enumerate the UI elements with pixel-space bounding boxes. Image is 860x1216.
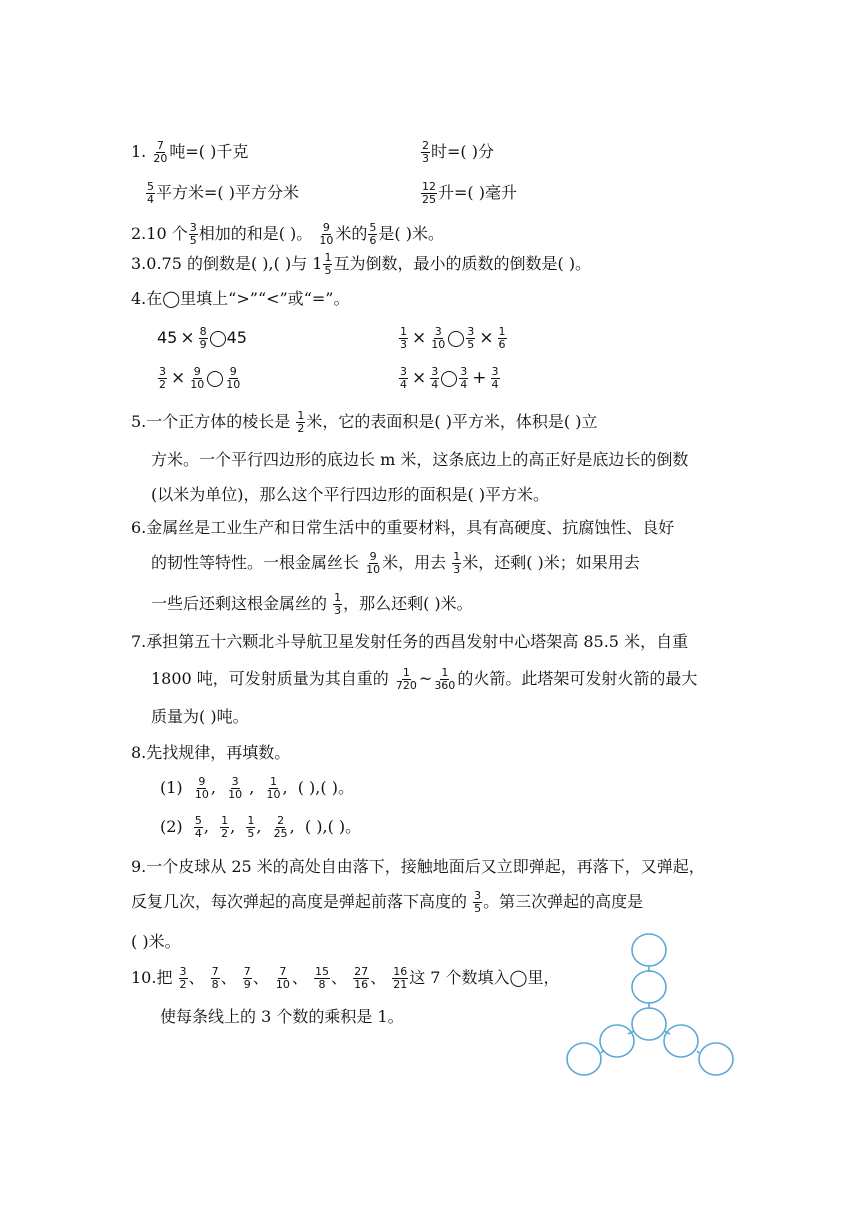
circle-diagram	[565, 930, 737, 1078]
fraction: $\frac{5}{4}$	[147, 180, 154, 206]
connector-line	[697, 1051, 699, 1053]
q1-line1-left	[131, 140, 248, 165]
fraction: $\frac{3}{10}$	[228, 775, 243, 801]
q9-line3: ( )米。	[131, 932, 181, 951]
compare-circle[interactable]	[207, 371, 223, 387]
blank-circle-left-inner[interactable]	[600, 1025, 634, 1057]
fraction: $\frac{3}{2}$	[179, 965, 187, 991]
fraction: $\frac{1}{3}$	[400, 325, 407, 351]
fraction: $\frac{2}{25}$	[273, 814, 288, 840]
fraction: $\frac{9}{10}$	[190, 365, 205, 391]
q7-line2: 1800 吨，可发射质量为其自重的 $\frac{1}{720}$ ~ $\frac{1}{360}$ 的火箭。此塔架可发射火箭的最大	[151, 666, 698, 692]
q4-expr-a: 45 × $\frac{8}{9}$ 45	[157, 325, 247, 351]
fraction: $\frac{1}{5}$	[247, 814, 255, 840]
fraction: $\frac{1}{3}$	[453, 550, 461, 576]
blank-circle-right-inner[interactable]	[664, 1025, 698, 1057]
fraction: $\frac{1}{360}$	[434, 666, 456, 692]
q8-title: 8.先找规律，再填数。	[131, 743, 291, 762]
fraction: $\frac{12}{25}$	[422, 180, 436, 206]
q4-title: 4.在◯里填上“>”“<”或“=”。	[131, 289, 350, 308]
q5-line1: 5.一个正方体的棱长是 $\frac{1}{2}$ 米，它的表面积是( )平方米，体积是( )立	[131, 409, 598, 435]
q1b-text: 时=( )分	[431, 142, 494, 161]
fraction: $\frac{3}{5}$	[189, 221, 197, 247]
q1-line2-right	[420, 181, 517, 206]
q1-label: 1.	[131, 142, 147, 161]
fraction: $\frac{9}{10}$	[226, 365, 241, 391]
q5-line3: (以米为单位)，那么这个平行四边形的面积是( )平方米。	[151, 485, 550, 504]
q6-line3: 一些后还剩这根金属丝的 $\frac{1}{3}$ ，那么还剩( )米。	[151, 591, 473, 617]
q8-seq2: (2) $\frac{5}{4}$ , $\frac{1}{2}$ , $\frac{1}{5}$ , $\frac{2}{25}$ , ( ),( )。	[160, 814, 362, 840]
fraction: $\frac{3}{4}$	[400, 365, 407, 391]
connector-line	[601, 1051, 603, 1053]
compare-circle[interactable]	[210, 331, 226, 347]
fraction: $\frac{1}{6}$	[498, 325, 506, 351]
compare-circle[interactable]	[441, 371, 457, 387]
q9-line1: 9.一个皮球从 25 米的高处自由落下，接触地面后又立即弹起，再落下，又弹起，	[131, 857, 705, 876]
fraction: $\frac{3}{10}$	[431, 325, 446, 351]
fraction: $\frac{3}{4}$	[460, 365, 468, 391]
fraction: $\frac{1}{2}$	[297, 409, 305, 435]
q4-expr-d: $\frac{3}{4}$ × $\frac{3}{4}$ $\frac{3}{4}$ + $\frac{3}{4}$	[400, 365, 499, 391]
fraction: $\frac{8}{9}$	[199, 325, 207, 351]
fraction: $\frac{3}{5}$	[474, 889, 482, 915]
q2-line: 2.10 个 $\frac{3}{5}$ 相加的和是( )。 $\frac{9}{10}$ 米的 $\frac{5}{6}$ 是( )米。	[131, 221, 444, 247]
fraction: $\frac{5}{4}$	[194, 814, 202, 840]
fraction: $\frac{2}{3}$	[422, 139, 429, 165]
fraction: $\frac{1}{5}$	[324, 251, 332, 277]
q3-line: 3.0.75 的倒数是( ),( )与 1 $\frac{1}{5}$ 互为倒数，最小的质数的倒数是( )。	[131, 251, 592, 277]
q6-line2: 的韧性等特性。一根金属丝长 $\frac{9}{10}$ 米，用去 $\frac{1}{3}$ 米，还剩( )米；如果用去	[151, 550, 640, 576]
fraction: $\frac{3}{4}$	[491, 365, 499, 391]
blank-circle-right-outer[interactable]	[699, 1043, 733, 1075]
fraction: $\frac{1}{3}$	[334, 591, 342, 617]
fraction: $\frac{16}{21}$	[393, 965, 408, 991]
fraction: $\frac{7}{20}$	[153, 139, 168, 165]
fraction: $\frac{1}{10}$	[266, 775, 281, 801]
q1c-text: 平方米=( )平方分米	[156, 183, 299, 202]
q6-line1: 6.金属丝是工业生产和日常生活中的重要材料，具有高硬度、抗腐蚀性、良好	[131, 518, 675, 537]
q4-expr-c: $\frac{3}{2}$ × $\frac{9}{10}$ $\frac{9}{10}$	[159, 365, 241, 391]
fraction: $\frac{3}{4}$	[431, 365, 439, 391]
fraction: $\frac{9}{10}$	[194, 775, 209, 801]
fraction: $\frac{7}{9}$	[243, 965, 251, 991]
q4-expr-b: $\frac{1}{3}$ × $\frac{3}{10}$ $\frac{3}{5}$ × $\frac{1}{6}$	[400, 325, 506, 351]
fraction: $\frac{3}{2}$	[159, 365, 166, 391]
fraction: $\frac{1}{720}$	[395, 666, 417, 692]
q1-line1-right	[420, 140, 494, 165]
q1-line2-left	[145, 181, 299, 206]
fraction: $\frac{7}{8}$	[211, 965, 219, 991]
fraction: $\frac{5}{6}$	[369, 221, 377, 247]
blank-circle-left-outer[interactable]	[567, 1043, 601, 1075]
fraction: $\frac{3}{5}$	[467, 325, 475, 351]
q9-line2: 反复几次，每次弹起的高度是弹起前落下高度的 $\frac{3}{5}$ 。第三次弹起的高度是	[131, 889, 644, 915]
q1d-text: 升=( )毫升	[438, 183, 517, 202]
q1a-text: 吨=( )千克	[169, 142, 249, 161]
fraction: $\frac{1}{2}$	[221, 814, 229, 840]
q10-line1: 10.把 $\frac{3}{2}$ 、 $\frac{7}{8}$ 、 $\frac{7}{9}$ 、 $\frac{7}{10}$ 、 $\frac{15}{8}$ 、 $\frac{27}{16}$ 、 $\frac{16}{21}$ 这 7 个数填入◯里，	[131, 965, 560, 991]
fraction: $\frac{15}{8}$	[314, 965, 329, 991]
q5-line2: 方米。一个平行四边形的底边长 m 米，这条底边上的高正好是底边长的倒数	[151, 450, 689, 469]
blank-circle-top[interactable]	[632, 934, 666, 966]
fraction: $\frac{27}{16}$	[354, 965, 369, 991]
q7-line1: 7.承担第五十六颗北斗导航卫星发射任务的西昌发射中心塔架高 85.5 米，自重	[131, 632, 689, 651]
compare-circle[interactable]	[448, 331, 464, 347]
fraction: $\frac{9}{10}$	[319, 221, 334, 247]
q10-line2: 使每条线上的 3 个数的乘积是 1。	[160, 1007, 404, 1026]
blank-circle-center[interactable]	[632, 1008, 666, 1040]
q8-seq1: (1) $\frac{9}{10}$ , $\frac{3}{10}$ , $\frac{1}{10}$ , ( ),( )。	[160, 775, 354, 801]
fraction: $\frac{9}{10}$	[366, 550, 381, 576]
q7-line3: 质量为( )吨。	[151, 707, 249, 726]
blank-circle-upper[interactable]	[632, 971, 666, 1003]
fraction: $\frac{7}{10}$	[275, 965, 290, 991]
